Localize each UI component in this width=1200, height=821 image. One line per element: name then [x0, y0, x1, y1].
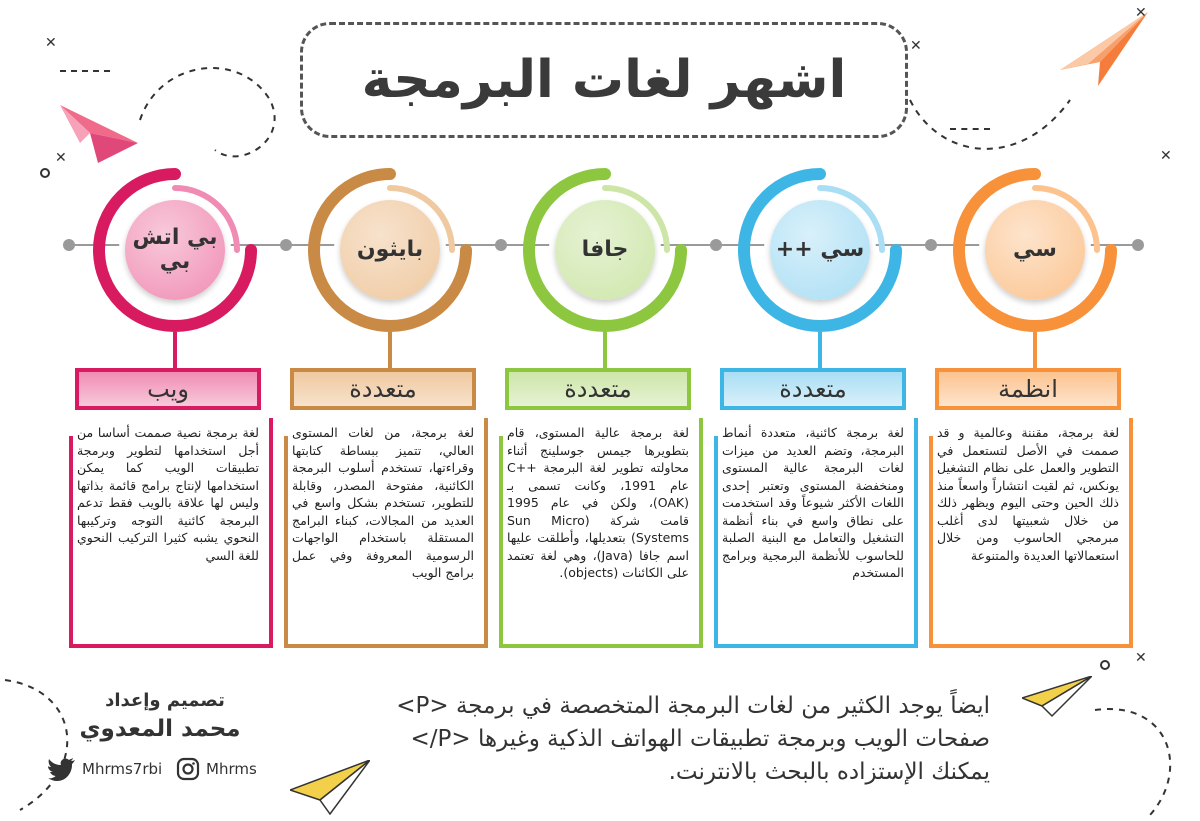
card-left-edge [714, 436, 718, 648]
circle-doodle [40, 168, 50, 178]
language-column-cpp [720, 168, 920, 648]
credit-label: تصميم وإعداد [105, 690, 225, 711]
language-name: سي ++ [775, 236, 865, 262]
column-stem [1033, 332, 1037, 368]
language-description: لغة برمجة، مقننة وعالمية و قد صممت في الأصل لتستعمل في التطوير والعمل على نظام التشغيل يونكس، ثم لقيت انتشاراً واسعاً منذ ذلك الحين وحتى اليوم ويظهر ذلك من خلال شعبيتها لدى أغلب مبرمجي الحاسوب ومن خلال استعمالاتها العديدة والمتنوعة [937, 425, 1119, 563]
category-label [505, 368, 691, 410]
language-badge [340, 200, 440, 300]
timeline-dot [63, 239, 75, 251]
instagram-handle [176, 757, 257, 781]
x-mark-icon: ✕ [45, 35, 57, 51]
column-stem [388, 332, 392, 368]
title-frame [300, 22, 908, 138]
language-column-c [935, 168, 1135, 648]
language-description: لغة برمجة كائنية، متعددة أنماط البرمجة، وتضم العديد من ميزات لغات البرمجة عالية المستوى ومنخفضة المستوى وتعتبر إحدى اللغات الأكثر شيوعاً وقد استخدمت على نطاق واسع في بناء أنظمة التشغيل والتعامل مع البنية الصلبة للحاسوب للأنظمة البرمجية وبرامج المستخدم [722, 425, 904, 580]
twitter-handle [48, 757, 162, 781]
language-column-python [290, 168, 490, 648]
dash-line [950, 128, 990, 130]
language-badge [985, 200, 1085, 300]
language-name: سي [1013, 236, 1057, 262]
dashed-swirl [900, 60, 1080, 170]
description-card [718, 418, 918, 648]
twitter-username: Mhrms7rbi [82, 760, 163, 778]
dash-line [60, 70, 110, 72]
circle-doodle [1100, 660, 1110, 670]
dashed-swirl [0, 670, 100, 820]
column-stem [818, 332, 822, 368]
x-mark-icon: ✕ [55, 150, 67, 166]
category-text: متعددة [779, 375, 847, 403]
dashed-swirl [1090, 690, 1200, 820]
page-title: اشهر لغات البرمجة [361, 50, 847, 110]
language-description: لغة برمجة نصية صممت أساسا من أجل استخدامها لتطوير وبرمجة تطبيقات الويب كما يمكن استخدامها لإنتاج برامج قائمة بذاتها وليس لها علاقة بالويب فقط تدعم البرمجة كائنية التوجه وتركيبها النحوي يشبه كثيرا التركيب النحوي للغة السي [77, 425, 259, 563]
category-label [720, 368, 906, 410]
description-card [503, 418, 703, 648]
x-mark-icon: ✕ [1135, 650, 1147, 666]
language-description: لغة برمجة، من لغات المستوى العالي، تتميز ببساطة كتابتها وقراءتها، تستخدم أسلوب البرمجة الكائنية، مفتوحة المصدر، وقابلة للتطوير، تستخدم بشكل واسع في العديد من المجالات، كبناء البرامج المستقلة باستخدام الواجهات الرسومية المعروفة وفي عمل برامج الويب [292, 425, 474, 580]
category-text: انظمة [998, 375, 1058, 403]
language-badge [555, 200, 655, 300]
category-label [935, 368, 1121, 410]
card-left-edge [929, 436, 933, 648]
author-name: محمد المعدوي [79, 716, 241, 742]
card-left-edge [499, 436, 503, 648]
footer-note: ايضاً يوجد الكثير من لغات البرمجة المتخصصة في برمجة <P> صفحات الويب وبرمجة تطبيقات الهواتف الذكية وغيرها <P/> يمكنك الإستزاده بالبحث بالانترنت. [396, 693, 990, 785]
language-name: بايثون [356, 236, 424, 262]
category-text: ويب [147, 375, 189, 403]
category-label [75, 368, 261, 410]
language-badge [770, 200, 870, 300]
description-card [73, 418, 273, 648]
language-name: جافا [581, 236, 629, 262]
language-name: بي اتش بي [132, 224, 218, 274]
column-stem [173, 332, 177, 368]
description-card [288, 418, 488, 648]
card-left-edge [69, 436, 73, 648]
x-mark-icon: ✕ [1135, 5, 1147, 21]
language-column-java [505, 168, 705, 648]
language-description: لغة برمجة عالية المستوى، قام بتطويرها جيمس جوسلينج أثناء محاولته تطوير لغة البرمجة ++C عام 1991، وكانت تسمى بـ (OAK)، ولكن في عام 1995 قامت شركة (Sun Micro Systems) بتعديلها، وأطلقت عليها اسم جافا (Java)، وهي لغة تعتمد على الكائنات (objects). [507, 425, 690, 580]
x-mark-icon: ✕ [1160, 148, 1172, 164]
language-badge [125, 200, 225, 300]
category-text: متعددة [564, 375, 632, 403]
instagram-username: Mhrms [206, 760, 257, 778]
column-stem [603, 332, 607, 368]
x-mark-icon: ✕ [910, 38, 922, 54]
twitter-bird-icon [48, 757, 76, 781]
language-column-php [75, 168, 275, 648]
instagram-camera-icon [176, 757, 200, 781]
card-left-edge [284, 436, 288, 648]
paper-plane-icon [1022, 676, 1092, 718]
category-text: متعددة [349, 375, 417, 403]
description-card [933, 418, 1133, 648]
category-label [290, 368, 476, 410]
